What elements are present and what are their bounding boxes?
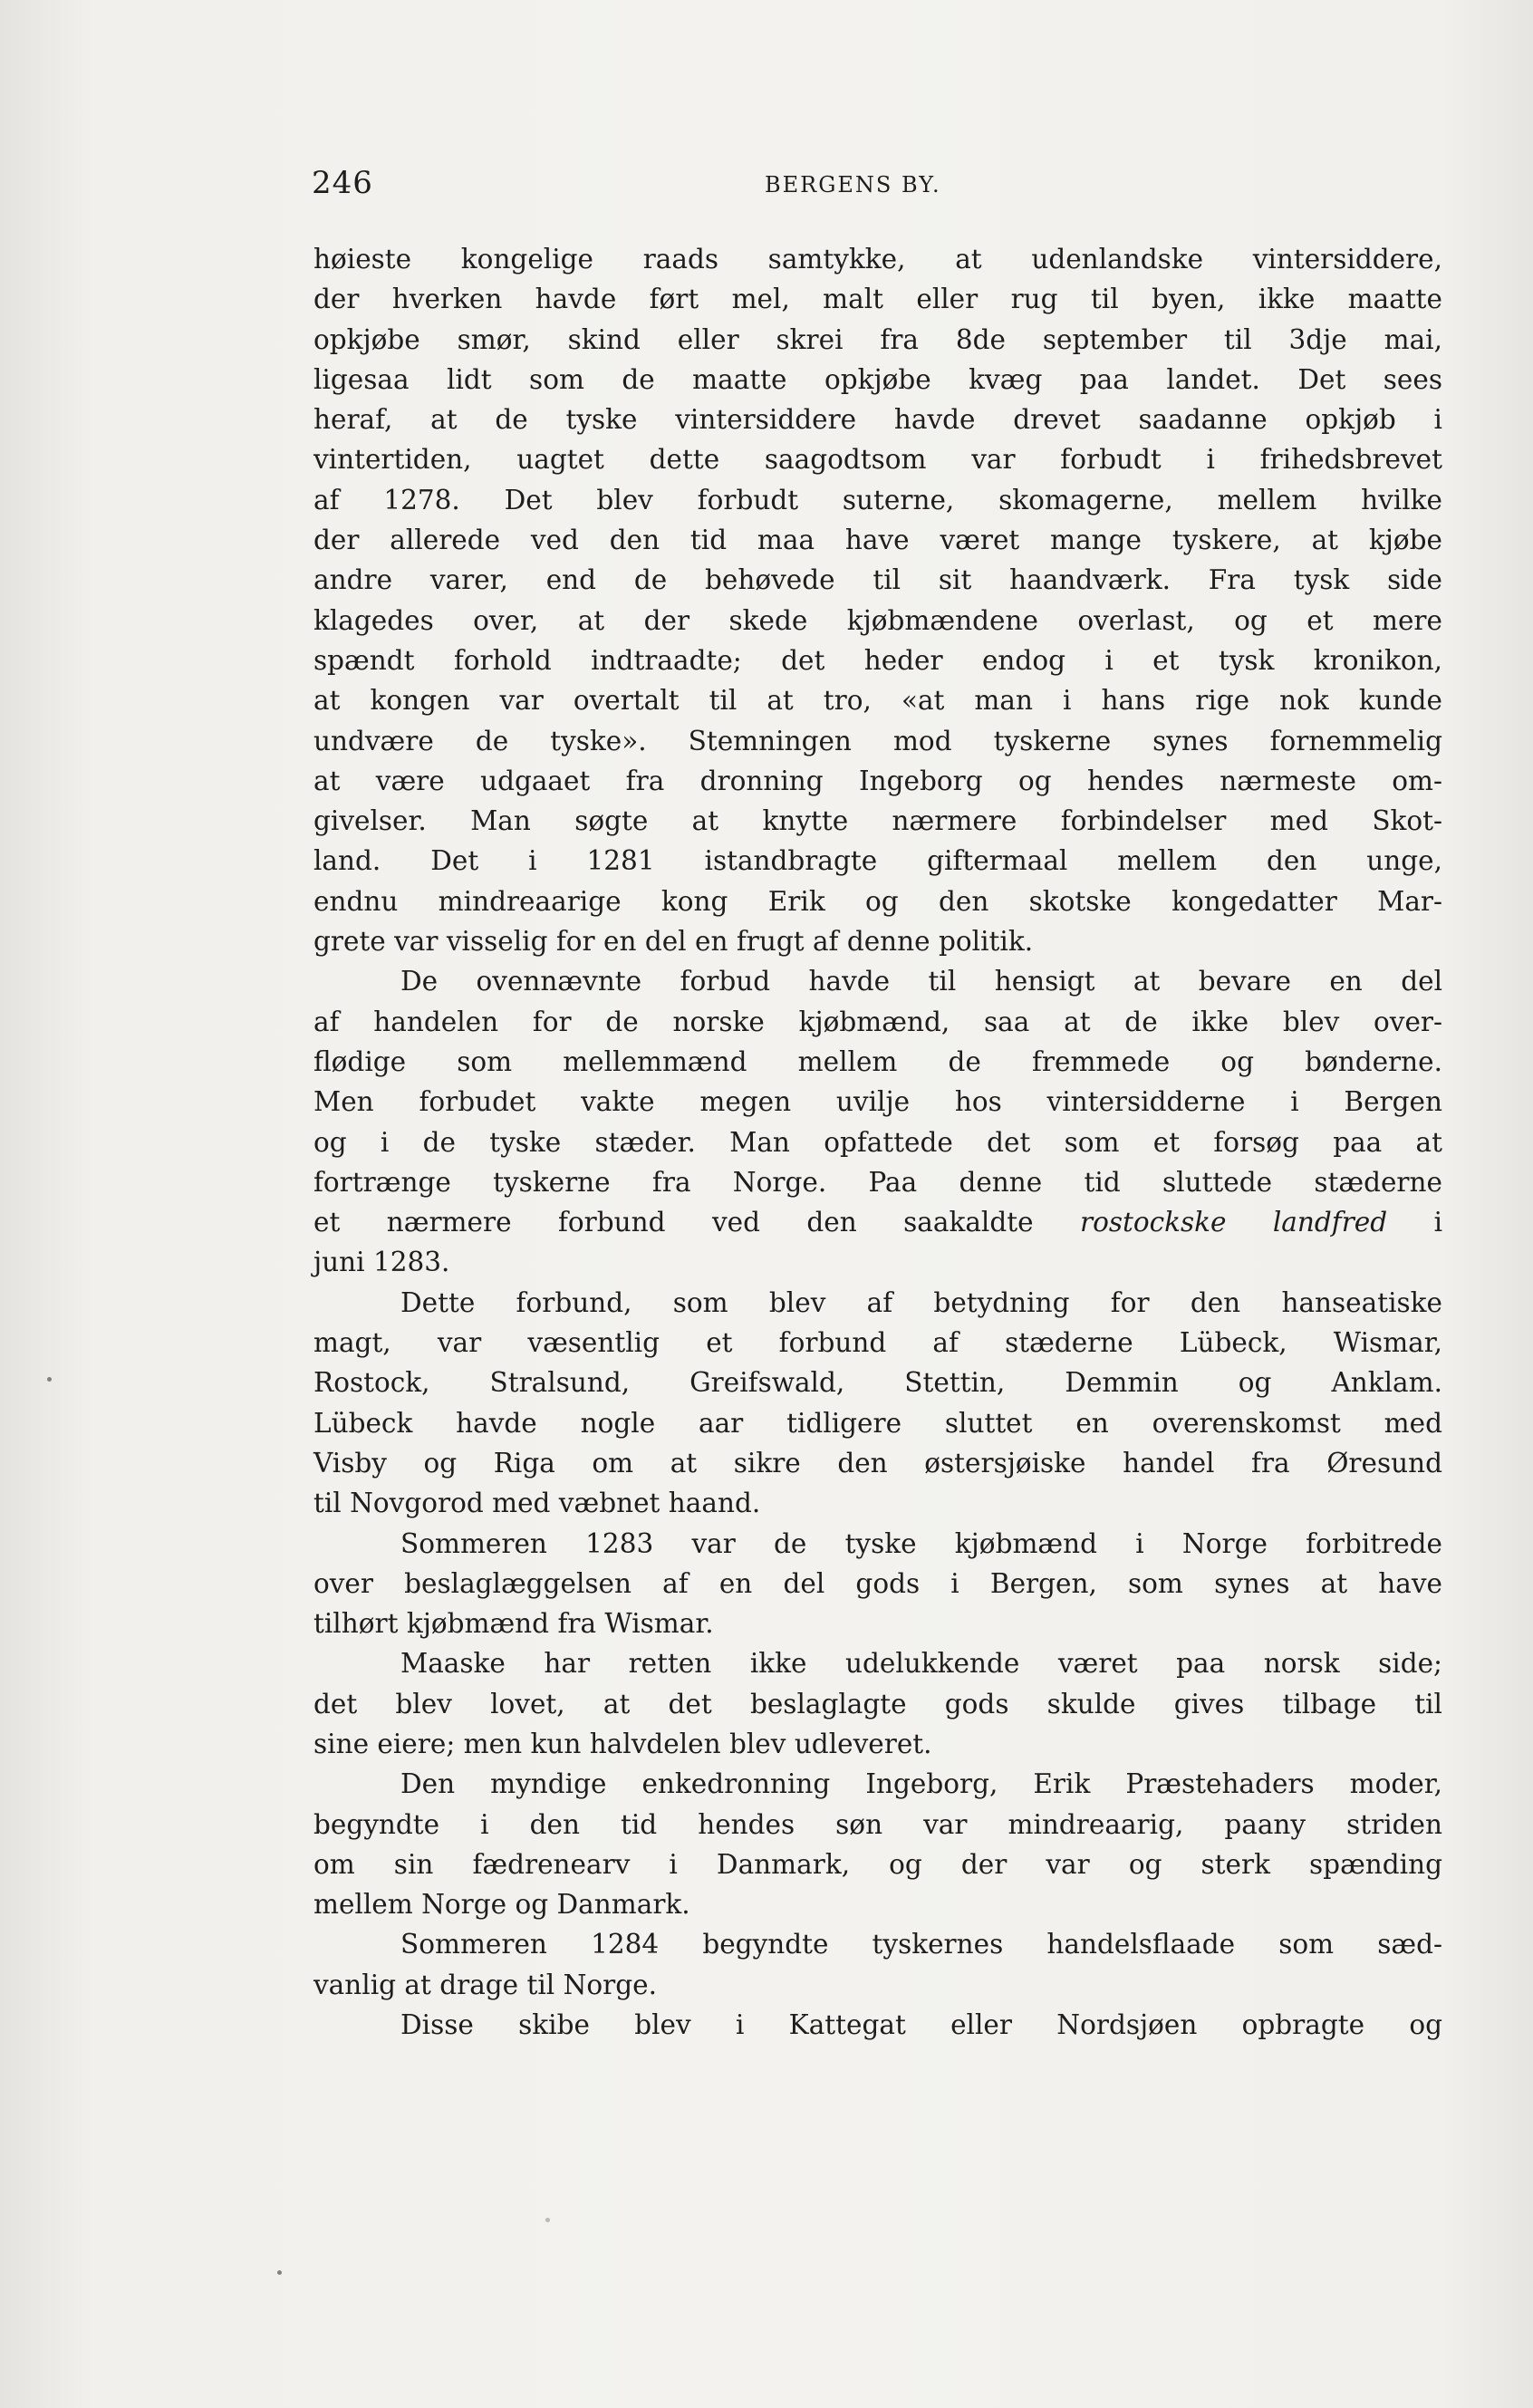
text-line: Lübeck havde nogle aar tidligere sluttet en overenskomst med xyxy=(313,1407,1442,1439)
text-line: høieste kongelige raads samtykke, at udenlandske vintersiddere, xyxy=(313,244,1442,275)
text-line: klagedes over, at der skede kjøbmændene overlast, og et mere xyxy=(313,604,1442,636)
text-line: til Novgorod med væbnet haand. xyxy=(313,1488,761,1519)
text-line: endnu mindreaarige kong Erik og den skotske kongedatter Mar- xyxy=(313,885,1442,917)
print-speck xyxy=(277,2270,282,2275)
text-line: Disse skibe blev i Kattegat eller Nordsjøen opbragte og xyxy=(400,2009,1442,2041)
page-header xyxy=(312,165,1442,212)
text-line: vanlig at drage til Norge. xyxy=(313,1969,657,2000)
text-line: at være udgaaet fra dronning Ingeborg og hendes nærmeste om- xyxy=(313,765,1442,796)
text-line: juni 1283. xyxy=(313,1247,450,1278)
text-line: Sommeren 1283 var de tyske kjøbmænd i Norge forbitrede xyxy=(400,1527,1442,1559)
running-head: BERGENS BY. xyxy=(765,172,941,197)
text-line: Sommeren 1284 begyndte tyskernes handelsflaade som sæd- xyxy=(400,1929,1442,1960)
body-text xyxy=(313,239,1442,2045)
text-line: tilhørt kjøbmænd fra Wismar. xyxy=(313,1608,714,1640)
text-segment: i xyxy=(1387,1207,1443,1238)
text-line: De ovennævnte forbud havde til hensigt at bevare en del xyxy=(400,966,1442,997)
text-line: andre varer, end de behøvede til sit haandværk. Fra tysk side xyxy=(313,564,1442,596)
text-line: Visby og Riga om at sikre den østersjøiske handel fra Øresund xyxy=(313,1447,1442,1479)
text-line: vintertiden, uagtet dette saagodtsom var forbudt i frihedsbrevet xyxy=(313,444,1442,476)
text-line: Den myndige enkedronning Ingeborg, Erik Præstehaders moder, xyxy=(400,1768,1442,1800)
text-line: Dette forbund, som blev af betydning for den hanseatiske xyxy=(400,1286,1442,1318)
text-line: af handelen for de norske kjøbmænd, saa at de ikke blev over- xyxy=(313,1006,1442,1037)
text-line: heraf, at de tyske vintersiddere havde drevet saadanne opkjøb i xyxy=(313,404,1442,436)
text-line: mellem Norge og Danmark. xyxy=(313,1889,690,1921)
text-line: land. Det i 1281 istandbragte giftermaal mellem den unge, xyxy=(313,845,1442,877)
text-line: der allerede ved den tid maa have været mange tyskere, at kjøbe xyxy=(313,525,1442,556)
text-line: Maaske har retten ikke udelukkende været paa norsk side; xyxy=(400,1648,1442,1680)
text-line: det blev lovet, at det beslaglagte gods skulde gives tilbage til xyxy=(313,1688,1442,1719)
text-line: magt, var væsentlig et forbund af stæderne Lübeck, Wismar, xyxy=(313,1327,1442,1359)
text-line: undvære de tyske». Stemningen mod tyskerne synes fornemmelig xyxy=(313,725,1442,756)
text-line xyxy=(313,1202,1442,1242)
text-line: opkjøbe smør, skind eller skrei fra 8de september til 3dje mai, xyxy=(313,323,1442,355)
text-line: givelser. Man søgte at knytte nærmere forbindelser med Skot- xyxy=(313,805,1442,837)
page-number: 246 xyxy=(312,165,373,201)
text-line: der hverken havde ført mel, malt eller rug til byen, ikke maatte xyxy=(313,284,1442,315)
text-line: over beslaglæggelsen af en del gods i Bergen, som synes at have xyxy=(313,1567,1442,1599)
text-line: af 1278. Det blev forbudt suterne, skomagerne, mellem hvilke xyxy=(313,484,1442,515)
text-line: og i de tyske stæder. Man opfattede det som et forsøg paa at xyxy=(313,1126,1442,1158)
text-line: ligesaa lidt som de maatte opkjøbe kvæg paa landet. Det sees xyxy=(313,363,1442,395)
text-line: om sin fædrenearv i Danmark, og der var og sterk spænding xyxy=(313,1848,1442,1880)
text-line: flødige som mellemmænd mellem de fremmede og bønderne. xyxy=(313,1045,1442,1077)
text-line: Rostock, Stralsund, Greifswald, Stettin, Demmin og Anklam. xyxy=(313,1367,1442,1399)
text-line: fortrænge tyskerne fra Norge. Paa denne tid sluttede stæderne xyxy=(313,1166,1442,1198)
text-segment: et nærmere forbund ved den saakaldte xyxy=(313,1207,1080,1238)
print-speck xyxy=(545,2218,550,2222)
text-line: grete var visselig for en del en frugt af denne politik. xyxy=(313,926,1034,958)
text-line: begyndte i den tid hendes søn var mindreaarig, paany striden xyxy=(313,1808,1442,1840)
text-line: at kongen var overtalt til at tro, «at man i hans rige nok kunde xyxy=(313,685,1442,717)
text-line: spændt forhold indtraadte; det heder endog i et tysk kronikon, xyxy=(313,644,1442,676)
text-line: sine eiere; men kun halvdelen blev udleveret. xyxy=(313,1728,932,1759)
text-line: Men forbudet vakte megen uvilje hos vintersidderne i Bergen xyxy=(313,1086,1442,1118)
print-speck xyxy=(47,1377,52,1382)
italic-term: rostockske landfred xyxy=(1079,1207,1388,1238)
